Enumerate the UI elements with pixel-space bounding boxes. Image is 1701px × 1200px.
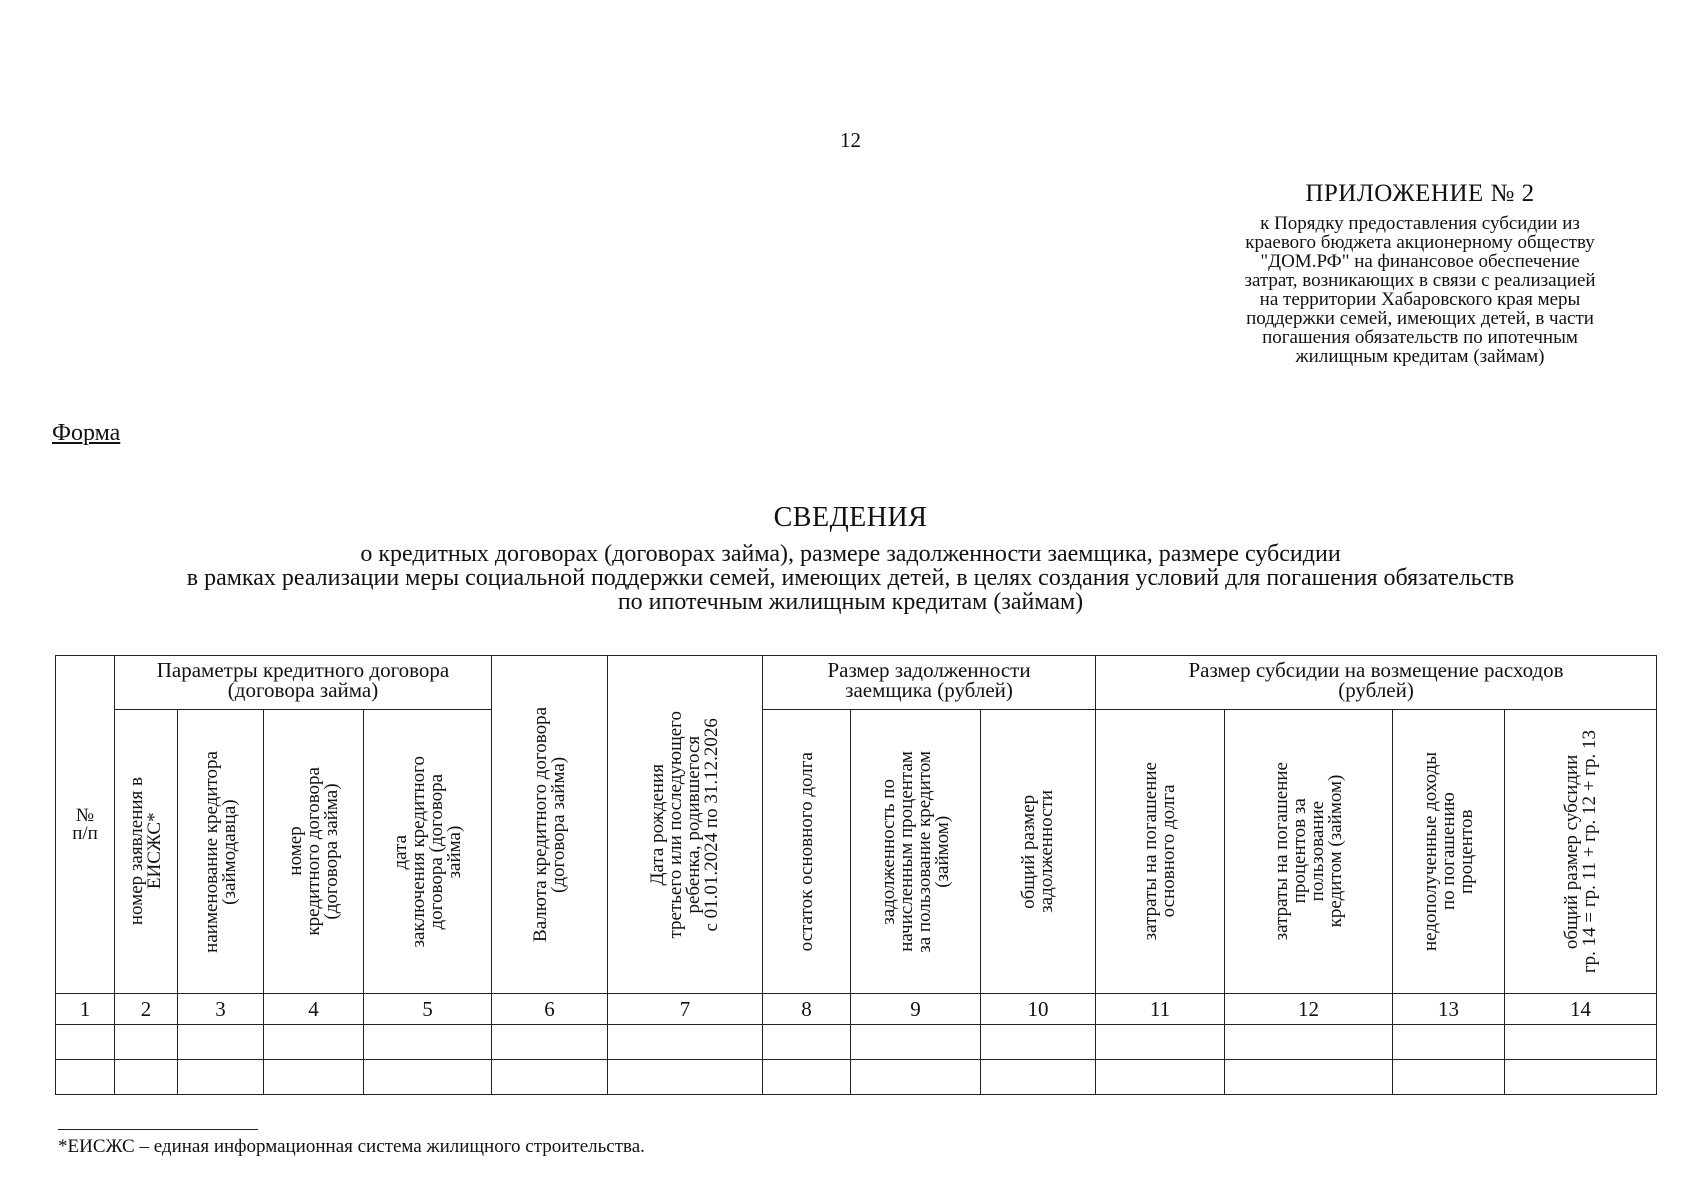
column-number: 12 (1225, 994, 1393, 1025)
table-cell (115, 1025, 178, 1060)
appendix-line: жилищным кредитам (займам) (1295, 346, 1545, 367)
table-subheader-row (56, 710, 1657, 994)
column-number: 11 (1096, 994, 1225, 1025)
subtitle-line: в рамках реализации меры социальной поддержки семей, имеющих детей, в целях создания условий для погашения обязательств (186, 565, 1515, 591)
table-cell (1393, 1025, 1505, 1060)
table-cell (1225, 1060, 1393, 1095)
header-col-12-text: затраты на погашение процентов за пользование кредитом (займом) (1270, 762, 1346, 941)
appendix-title: ПРИЛОЖЕНИЕ № 2 (1305, 180, 1535, 207)
header-group-contract-params-text: Параметры кредитного договора (договора займа) (156, 658, 450, 702)
header-col-6 (492, 656, 608, 994)
document-title: СВЕДЕНИЯ (773, 502, 928, 533)
header-group-contract-params (115, 656, 492, 710)
table-cell (851, 1060, 981, 1095)
appendix-line: на территории Хабаровского края меры (1259, 289, 1581, 310)
header-col-4 (264, 710, 364, 994)
header-col-2 (115, 710, 178, 994)
subtitle-line: о кредитных договорах (договорах займа), размере задолженности заемщика, размере субсидии (360, 541, 1341, 567)
table-row (56, 1025, 1657, 1060)
header-col-14 (1505, 710, 1657, 994)
table-cell (56, 1025, 115, 1060)
table-header-row (56, 656, 1657, 710)
appendix-line: погашения обязательств по ипотечным (1262, 327, 1578, 348)
header-col-8 (763, 710, 851, 994)
header-col-11-text: затраты на погашение основного долга (1140, 762, 1180, 941)
table-cell (364, 1060, 492, 1095)
header-col-no (56, 656, 115, 994)
header-col-2-text: номер заявления в ЕИСЖС* (126, 777, 165, 926)
header-group-subsidy-text: Размер субсидии на возмещение расходов (рублей) (1188, 658, 1564, 702)
header-col-10 (981, 710, 1096, 994)
column-number: 13 (1393, 994, 1505, 1025)
column-number: 7 (608, 994, 763, 1025)
table-cell (851, 1025, 981, 1060)
header-col-10-text: общий размер задолженности (1018, 790, 1058, 913)
table-cell (492, 1060, 608, 1095)
table-cell (763, 1060, 851, 1095)
footnote-separator (58, 1129, 258, 1130)
table-cell (364, 1025, 492, 1060)
header-col-8-text: остаток основного долга (795, 751, 817, 952)
header-col-7 (608, 656, 763, 994)
document-subtitle (40, 542, 1661, 614)
table-cell (1096, 1025, 1225, 1060)
header-col-11 (1096, 710, 1225, 994)
table-cell (763, 1025, 851, 1060)
column-number: 10 (981, 994, 1096, 1025)
column-number: 4 (264, 994, 364, 1025)
header-col-4-text: номер кредитного договора (договора займа) (284, 767, 342, 936)
form-table (55, 655, 1657, 1095)
appendix-line: поддержки семей, имеющих детей, в части (1246, 308, 1594, 329)
subtitle-line: по ипотечным жилищным кредитам (займам) (617, 589, 1084, 615)
header-col-13-text: недополученные доходы по погашению процентов (1419, 751, 1477, 952)
header-group-subsidy (1096, 656, 1657, 710)
table-cell (115, 1060, 178, 1095)
column-number: 1 (56, 994, 115, 1025)
table-cell (178, 1025, 264, 1060)
header-group-debt-text: Размер задолженности заемщика (рублей) (827, 658, 1031, 702)
table-cell (178, 1060, 264, 1095)
header-col-3-text: наименование кредитора (займодавца) (200, 750, 240, 953)
form-label: Форма (52, 420, 121, 446)
appendix-line: "ДОМ.РФ" на финансовое обеспечение (1260, 251, 1580, 272)
appendix-line: краевого бюджета акционерному обществу (1245, 232, 1595, 253)
appendix-line: затрат, возникающих в связи с реализацией (1244, 270, 1596, 291)
table-cell (56, 1060, 115, 1095)
header-col-5 (364, 710, 492, 994)
footnote: *ЕИСЖС – единая информационная система жилищного строительства. (58, 1136, 645, 1157)
header-col-7-text: Дата рождения третьего или последующего ребенка, родившегося с 01.01.2024 по 31.12.2026 (647, 710, 723, 939)
header-col-9-text: задолженность по начисленным процентам за пользование кредитом (займом) (877, 750, 953, 953)
column-number: 9 (851, 994, 981, 1025)
table-row (56, 1060, 1657, 1095)
header-group-debt (763, 656, 1096, 710)
table-cell (1393, 1060, 1505, 1095)
header-col-13 (1393, 710, 1505, 994)
table-cell (1505, 1025, 1657, 1060)
header-col-no-text: № п/п (72, 804, 98, 844)
column-number-row (56, 994, 1657, 1025)
header-col-6-text: Валюта кредитного договора (договора займа) (529, 707, 569, 942)
header-col-5-text: дата заключения кредитного договора (договора займа) (389, 755, 465, 948)
column-number: 5 (364, 994, 492, 1025)
column-number: 8 (763, 994, 851, 1025)
table-cell (1505, 1060, 1657, 1095)
table-cell (1225, 1025, 1393, 1060)
appendix-block (1180, 180, 1660, 366)
header-col-14-text: общий размер субсидии гр. 14 = гр. 11 + гр. 12 + гр. 13 (1560, 729, 1600, 974)
table-cell (1096, 1060, 1225, 1095)
header-col-3 (178, 710, 264, 994)
appendix-line: к Порядку предоставления субсидии из (1260, 213, 1580, 234)
column-number: 14 (1505, 994, 1657, 1025)
table-cell (608, 1025, 763, 1060)
table-cell (608, 1060, 763, 1095)
header-col-9 (851, 710, 981, 994)
column-number: 3 (178, 994, 264, 1025)
column-number: 2 (115, 994, 178, 1025)
column-number: 6 (492, 994, 608, 1025)
header-col-12 (1225, 710, 1393, 994)
appendix-description (1180, 214, 1660, 366)
table-cell (492, 1025, 608, 1060)
page-number: 12 (840, 128, 861, 152)
table-cell (264, 1025, 364, 1060)
table-cell (264, 1060, 364, 1095)
table-cell (981, 1025, 1096, 1060)
table-cell (981, 1060, 1096, 1095)
